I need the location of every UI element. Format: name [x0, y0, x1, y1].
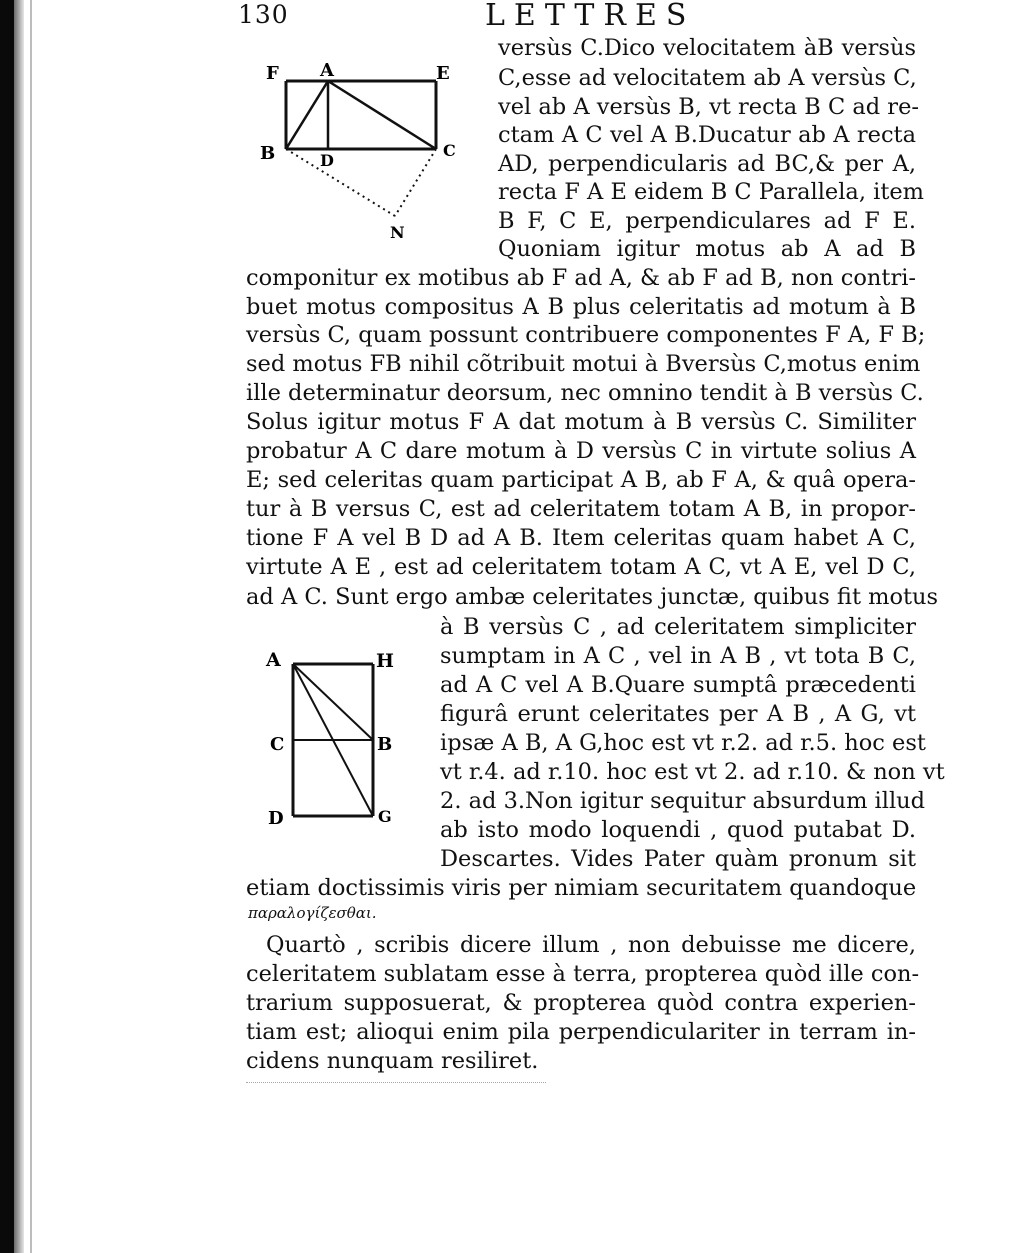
fig1-label-N: N — [390, 223, 405, 242]
fig2-label-B: B — [377, 734, 393, 755]
text-line: versùs C, quam possunt contribuere componentes F A, F B; — [246, 322, 926, 348]
page-edge-line — [30, 0, 32, 1253]
text-line: etiam doctissimis viris per nimiam securitatem quandoque — [246, 875, 917, 901]
text-line: ab isto modo loquendi , quod putabat D. — [440, 817, 916, 843]
fig1-dotted-CN — [395, 149, 436, 216]
text-line: figurâ erunt celeritates per A B , A G, vt — [440, 701, 916, 727]
fig1-label-A: A — [320, 60, 334, 81]
text-line: tione F A vel B D ad A B. Item celeritas quam habet A C, — [246, 525, 916, 551]
text-line: ille determinatur deorsum, nec omnino tendit à B versùs C. — [246, 380, 924, 406]
text-line: ad A C. Sunt ergo ambæ celeritates junctæ, quibus fit motus — [246, 584, 939, 610]
text-line: cidens nunquam resiliret. — [246, 1048, 539, 1074]
fig1-label-F: F — [266, 63, 279, 84]
text-line: E; sed celeritas quam participat A B, ab F A, & quâ opera- — [246, 467, 916, 493]
text-line: tiam est; alioqui enim pila perpendiculariter in terram in- — [246, 1019, 916, 1045]
greek-word: παραλογίζεσθαι. — [248, 904, 377, 922]
text-line: C,esse ad velocitatem ab A versùs C, — [498, 65, 917, 91]
text-line: 2. ad 3.Non igitur sequitur absurdum illud — [440, 788, 926, 814]
book-spine-shadow — [0, 0, 14, 1253]
text-line: sed motus FB nihil cõtribuit motui à Bversùs C,motus enim — [246, 351, 921, 377]
fig2-label-A: A — [266, 649, 281, 671]
text-line: B F, C E, perpendiculares ad F E. — [498, 208, 916, 234]
fig1-dotted-BN — [286, 149, 395, 216]
text-line: sumptam in A C , vel in A B , vt tota B C, — [440, 643, 916, 669]
spine-gradient — [14, 0, 24, 1253]
figure-1-diagram — [258, 58, 468, 243]
text-line: versùs C.Dico velocitatem àB versùs — [498, 35, 916, 61]
text-line: ipsæ A B, A G,hoc est vt r.2. ad r.5. hoc est — [440, 730, 926, 756]
text-line: componitur ex motibus ab F ad A, & ab F ad B, non contri- — [246, 265, 916, 291]
text-line: vel ab A versùs B, vt recta B C ad re- — [498, 94, 919, 120]
fig2-line-AB — [293, 664, 373, 740]
text-line: buet motus compositus A B plus celeritatis ad motum à B — [246, 294, 916, 320]
fig1-line-AB — [286, 81, 328, 149]
text-line-indented: Quartò , scribis dicere illum , non debuisse me dicere, — [266, 932, 916, 958]
fig2-label-C: C — [270, 734, 285, 755]
text-line: à B versùs C , ad celeritatem simpliciter — [440, 614, 916, 640]
fig2-label-H: H — [376, 650, 394, 672]
text-line: recta F A E eidem B C Parallela, item — [498, 179, 925, 205]
text-line: tur à B versus C, est ad celeritatem totam A B, in propor- — [246, 496, 916, 522]
text-line: trarium supposuerat, & propterea quòd contra experien- — [246, 990, 916, 1016]
text-line: vt r.4. ad r.10. hoc est vt 2. ad r.10. & non vt — [440, 759, 945, 785]
fig1-label-E: E — [436, 63, 450, 84]
page-number: 130 — [238, 0, 289, 29]
figure-2-diagram — [260, 642, 410, 832]
text-line: probatur A C dare motum à D versùs C in virtute solius A — [246, 438, 916, 464]
text-line: ad A C vel A B.Quare sumptâ præcedenti — [440, 672, 916, 698]
fig1-line-AC — [328, 81, 436, 149]
bottom-smudge — [246, 1082, 546, 1087]
text-line: Descartes. Vides Pater quàm pronum sit — [440, 846, 916, 872]
text-line: virtute A E , est ad celeritatem totam A C, vt A E, vel D C, — [246, 554, 916, 580]
text-line: ctam A C vel A B.Ducatur ab A recta — [498, 122, 916, 148]
text-line: Quoniam igitur motus ab A ad B — [498, 236, 916, 262]
fig1-label-C: C — [443, 141, 456, 160]
fig2-label-G: G — [378, 807, 392, 826]
text-line: Solus igitur motus F A dat motum à B versùs C. Similiter — [246, 409, 916, 435]
text-line: AD, perpendicularis ad BC,& per A, — [498, 151, 916, 177]
text-line: celeritatem sublatam esse à terra, propterea quòd ille con- — [246, 961, 920, 987]
fig2-label-D: D — [268, 808, 284, 829]
fig1-label-B: B — [260, 143, 276, 164]
fig1-label-D: D — [320, 151, 334, 170]
running-title: LETTRES — [485, 0, 696, 33]
